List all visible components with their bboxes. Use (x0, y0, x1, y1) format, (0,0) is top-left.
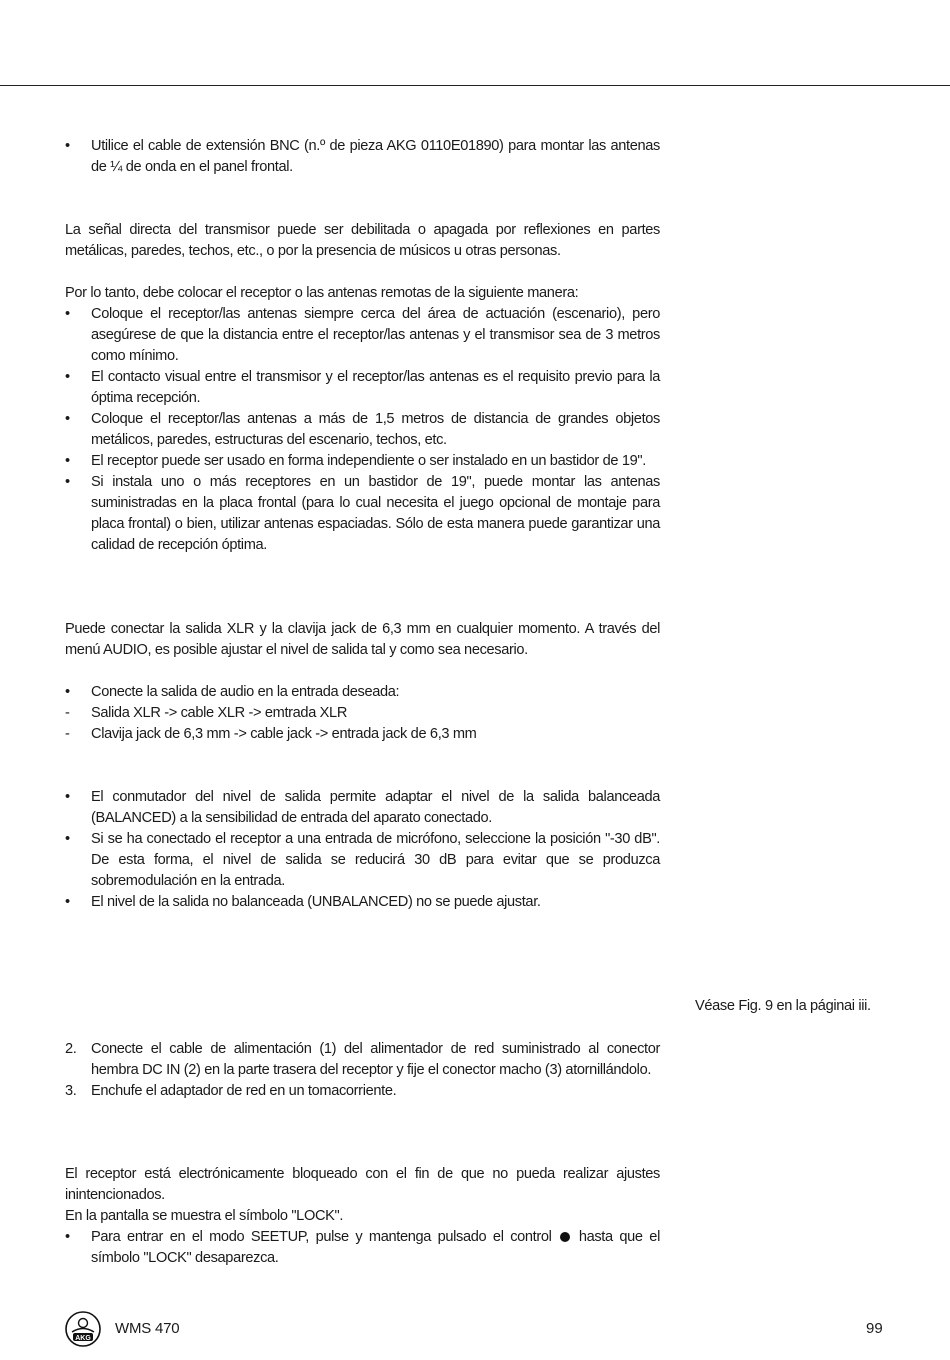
logo-text: AKG (75, 1335, 91, 1342)
paragraph: El receptor está electrónicamente bloqueado con el fin de que no pueda realizar ajustes inintencionados. (65, 1166, 660, 1203)
bullet-icon: • (65, 306, 70, 322)
list-item: • Si instala uno o más receptores en un bastidor de 19", puede montar las antenas suministradas en la placa frontal (para lo cual necesita el juego opcional de montaje para placa frontal) o bien, utilizar antenas espaciadas. Sólo de esta manera puede garantizar una calidad de recepción óptima. (65, 474, 660, 553)
list-item: • Utilice el cable de extensión BNC (n.º de pieza AKG 0110E01890) para montar las antenas de ¼ de onda en el panel frontal. (65, 138, 660, 175)
list-item: 2. Conecte el cable de alimentación (1) del alimentador de red suministrado al conector hembra DC IN (2) en la parte trasera del receptor y fije el conector macho (3) atornillándolo. (65, 1041, 660, 1078)
list-item: • Si se ha conectado el receptor a una entrada de micrófono, seleccione la posición "-30 dB". De esta forma, el nivel de salida se reducirá 30 dB para evitar que se produzca sobremodulación en la entrada. (65, 831, 660, 889)
section-antenna-placement (65, 220, 660, 556)
bullet-icon: • (65, 369, 70, 385)
paragraph: Puede conectar la salida XLR y la clavija jack de 6,3 mm en cualquier momento. A través del menú AUDIO, es posible ajustar el nivel de salida tal y como sea necesario. (65, 621, 660, 658)
bullet-icon: • (65, 684, 70, 700)
list-item: • Coloque el receptor/las antenas siempre cerca del área de actuación (escenario), pero asegúrese de que la distancia entre el receptor/las antenas y el transmisor sea de 3 metros como mínimo. (65, 306, 660, 364)
dash-icon: - (65, 726, 70, 742)
list-item: • Para entrar en el modo SEETUP, pulse y mantenga pulsado el control hasta que el símbolo "LOCK" desaparezca. (65, 1229, 660, 1266)
bullet-icon: • (65, 789, 70, 805)
bullet-icon: • (65, 831, 70, 847)
list-item: • El contacto visual entre el transmisor y el receptor/las antenas es el requisito previo para la óptima recepción. (65, 369, 660, 406)
page-number: 99 (866, 1320, 883, 1337)
bullet-icon: • (65, 411, 70, 427)
bullet-icon: • (65, 138, 70, 154)
paragraph: En la pantalla se muestra el símbolo "LOCK". (65, 1208, 344, 1224)
bullet-icon: • (65, 894, 70, 910)
list-item: • El nivel de la salida no balanceada (UNBALANCED) no se puede ajustar. (65, 892, 660, 913)
list-item: • Conecte la salida de audio en la entrada deseada: (65, 682, 660, 703)
bullet-icon: • (65, 1229, 70, 1245)
list-item: - Salida XLR -> cable XLR -> emtrada XLR (65, 703, 660, 724)
paragraph: Por lo tanto, debe colocar el receptor o las antenas remotas de la siguiente manera: (65, 285, 579, 301)
akg-logo-icon (64, 1310, 102, 1348)
figure-reference: Véase Fig. 9 en la páginai iii. (695, 998, 871, 1014)
section-audio-output (65, 619, 660, 745)
step-number: 2. (65, 1041, 77, 1057)
bullet-icon: • (65, 474, 70, 490)
bullet-icon: • (65, 453, 70, 469)
control-dot-icon (560, 1232, 570, 1242)
section-lock (65, 1164, 660, 1269)
model-name: WMS 470 (115, 1320, 180, 1337)
step-number: 3. (65, 1083, 77, 1099)
section-output-level (65, 787, 660, 913)
dash-icon: - (65, 705, 70, 721)
list-item: • El receptor puede ser usado en forma independiente o ser instalado en un bastidor de 19". (65, 451, 660, 472)
list-item: - Clavija jack de 6,3 mm -> cable jack -> entrada jack de 6,3 mm (65, 724, 660, 745)
paragraph: La señal directa del transmisor puede ser debilitada o apagada por reflexiones en partes metálicas, paredes, techos, etc., o por la presencia de músicos u otras personas. (65, 222, 660, 259)
section-antenna-mounting (65, 136, 660, 178)
list-item: • El conmutador del nivel de salida permite adaptar el nivel de la salida balanceada (BALANCED) a la sensibilidad de entrada del aparato conectado. (65, 789, 660, 826)
list-item: 3. Enchufe el adaptador de red en un tomacorriente. (65, 1081, 660, 1102)
list-item: • Coloque el receptor/las antenas a más de 1,5 metros de distancia de grandes objetos metálicos, paredes, estructuras del escenario, techos, etc. (65, 411, 660, 448)
header-rule (0, 85, 950, 86)
section-power-supply (65, 1039, 660, 1102)
